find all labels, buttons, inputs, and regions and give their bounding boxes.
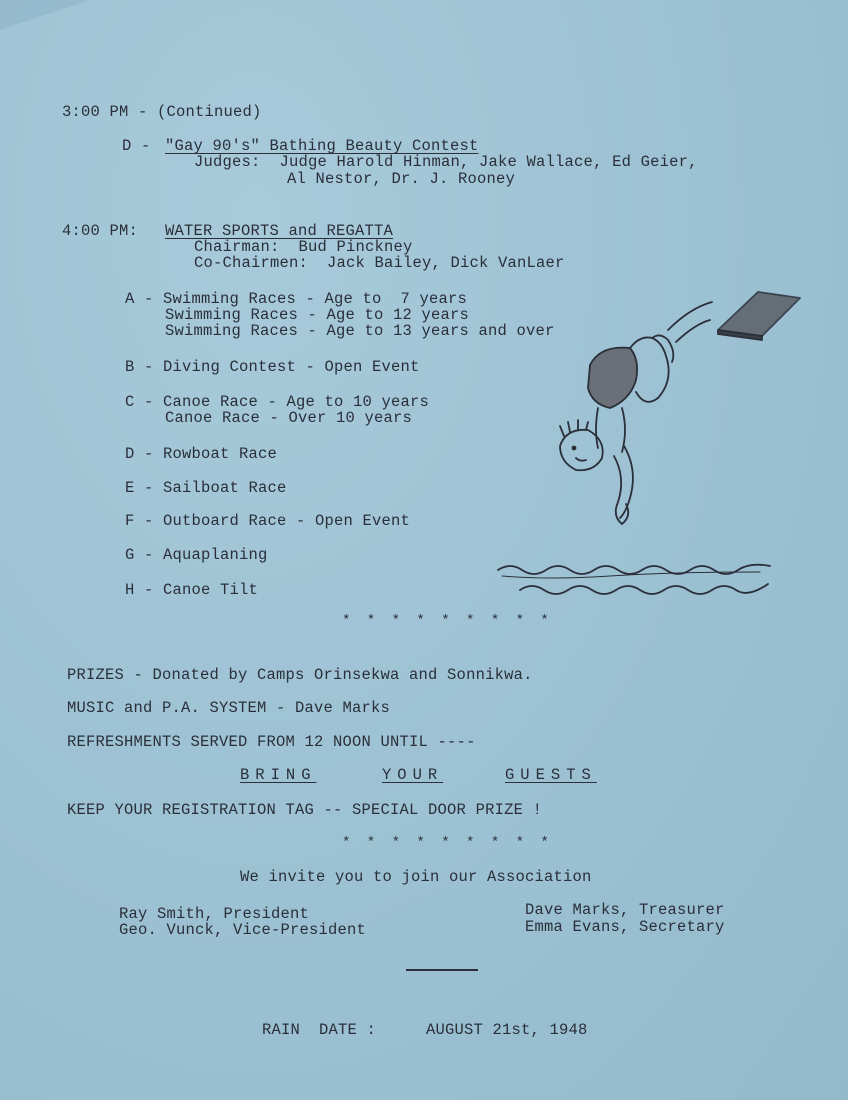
event-d: D - Rowboat Race <box>125 445 278 463</box>
event-e: E - Sailboat Race <box>125 479 287 497</box>
water-sports-title: WATER SPORTS and REGATTA <box>165 222 394 240</box>
event-b: B - Diving Contest - Open Event <box>125 358 420 376</box>
time-3pm: 3:00 PM - (Continued) <box>62 103 262 121</box>
rain-date-value: AUGUST 21st, 1948 <box>426 1021 588 1039</box>
event-a-1: A - Swimming Races - Age to 7 years <box>125 290 468 308</box>
event-h: H - Canoe Tilt <box>125 581 259 599</box>
registration-tag-line: KEEP YOUR REGISTRATION TAG -- SPECIAL DOOR PRIZE ! <box>67 801 543 819</box>
separator-1: * * * * * * * * * <box>342 613 553 629</box>
judges-line-2: Al Nestor, Dr. J. Rooney <box>287 170 516 188</box>
diver-illustration <box>490 280 810 610</box>
bathing-beauty-title: "Gay 90's" Bathing Beauty Contest <box>165 137 479 155</box>
treasurer: Dave Marks, Treasurer <box>525 901 725 919</box>
divider-rule <box>406 969 478 971</box>
chairman-line: Chairman: Bud Pinckney <box>194 238 413 256</box>
refreshments-line: REFRESHMENTS SERVED FROM 12 NOON UNTIL ---- <box>67 733 476 751</box>
guests-word: GUESTS <box>505 766 597 784</box>
event-a-2: Swimming Races - Age to 12 years <box>165 306 470 324</box>
cochairmen-line: Co-Chairmen: Jack Bailey, Dick VanLaer <box>194 254 565 272</box>
event-f: F - Outboard Race - Open Event <box>125 512 411 530</box>
event-c-2: Canoe Race - Over 10 years <box>165 409 413 427</box>
rain-date-label: RAIN DATE : <box>262 1021 377 1039</box>
time-4pm: 4:00 PM: <box>62 222 139 240</box>
music-line: MUSIC and P.A. SYSTEM - Dave Marks <box>67 699 391 717</box>
president: Ray Smith, President <box>119 905 310 923</box>
invite-line: We invite you to join our Association <box>240 868 592 886</box>
secretary: Emma Evans, Secretary <box>525 918 725 936</box>
event-a-3: Swimming Races - Age to 13 years and over <box>165 322 555 340</box>
judges-line-1: Judges: Judge Harold Hinman, Jake Wallace, Ed Geier, <box>194 153 698 171</box>
your-word: YOUR <box>382 766 444 784</box>
event-d-prefix: D - <box>122 137 161 155</box>
event-g: G - Aquaplaning <box>125 546 268 564</box>
bring-word: BRING <box>240 766 317 784</box>
vice-president: Geo. Vunck, Vice-President <box>119 921 367 939</box>
event-c-1: C - Canoe Race - Age to 10 years <box>125 393 430 411</box>
prizes-line: PRIZES - Donated by Camps Orinsekwa and Sonnikwa. <box>67 666 533 684</box>
separator-2: * * * * * * * * * <box>342 835 553 851</box>
folded-corner <box>0 0 90 30</box>
